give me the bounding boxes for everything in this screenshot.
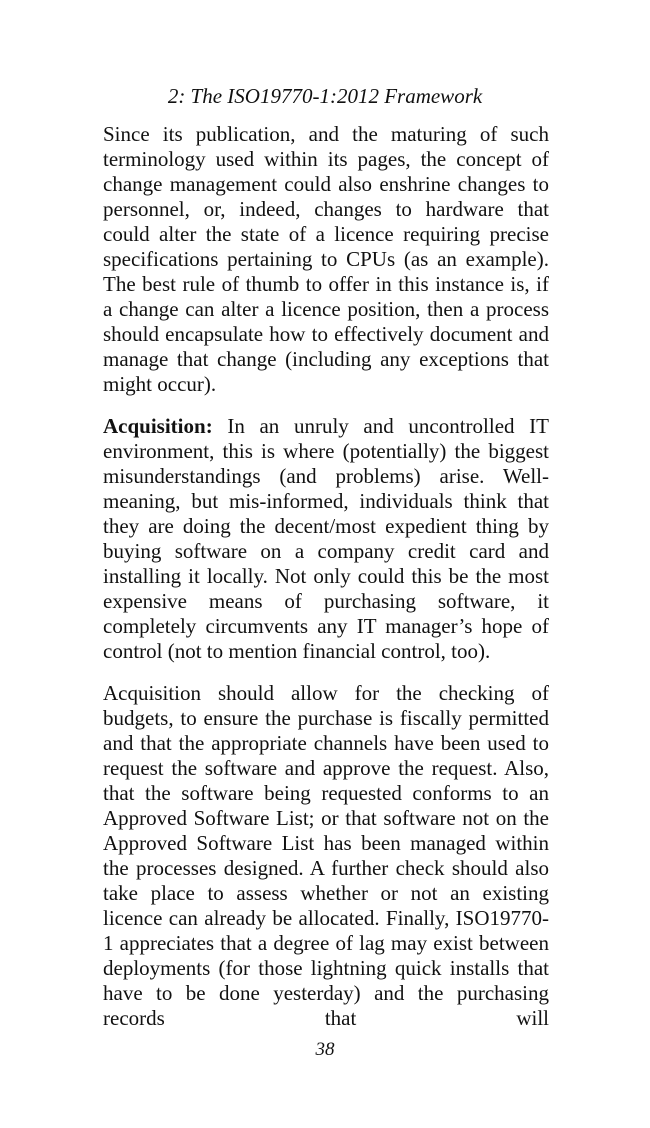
running-header: 2: The ISO19770-1:2012 Framework: [167, 84, 483, 108]
page-number: 38: [315, 1039, 335, 1060]
paragraph-change-management: Since its publication, and the maturing of such terminology used within its pages, the concept of change management could also enshrine changes to personnel, or, indeed, changes to hardware that could alter the state of a licence requiring precise specifications pertaining to CPUs (as an example). The best rule of thumb to offer in this instance is, if a change can alter a licence position, then a process should encapsulate how to effectively document and manage that change (including any exceptions that might occur).: [103, 122, 549, 396]
paragraph-acquisition: [103, 414, 549, 664]
body-text: [103, 122, 549, 1048]
acquisition-text: In an unruly and uncontrolled IT environment, this is where (potentially) the biggest misunderstandings (and problems) arise. Well-meaning, but mis-informed, individuals think that they are doing the decent/most expedient thing by buying software on a company credit card and installing it locally. Not only could this be the most expensive means of purchasing software, it completely circumvents any IT manager’s hope of control (not to mention financial control, too).: [103, 414, 550, 663]
paragraph-acquisition-checks: Acquisition should allow for the checking of budgets, to ensure the purchase is fiscally permitted and that the appropriate channels have been used to request the software and approve the request. Also, that the software being requested conforms to an Approved Software List; or that software not on the Approved Software List has been managed within the processes designed. A further check should also take place to assess whether or not an existing licence can already be allocated. Finally, ISO19770-1 appreciates that a degree of lag may exist between deployments (for those lightning quick installs that have to be done yesterday) and the purchasing records that will: [103, 681, 549, 1030]
acquisition-term: Acquisition:: [103, 414, 213, 438]
